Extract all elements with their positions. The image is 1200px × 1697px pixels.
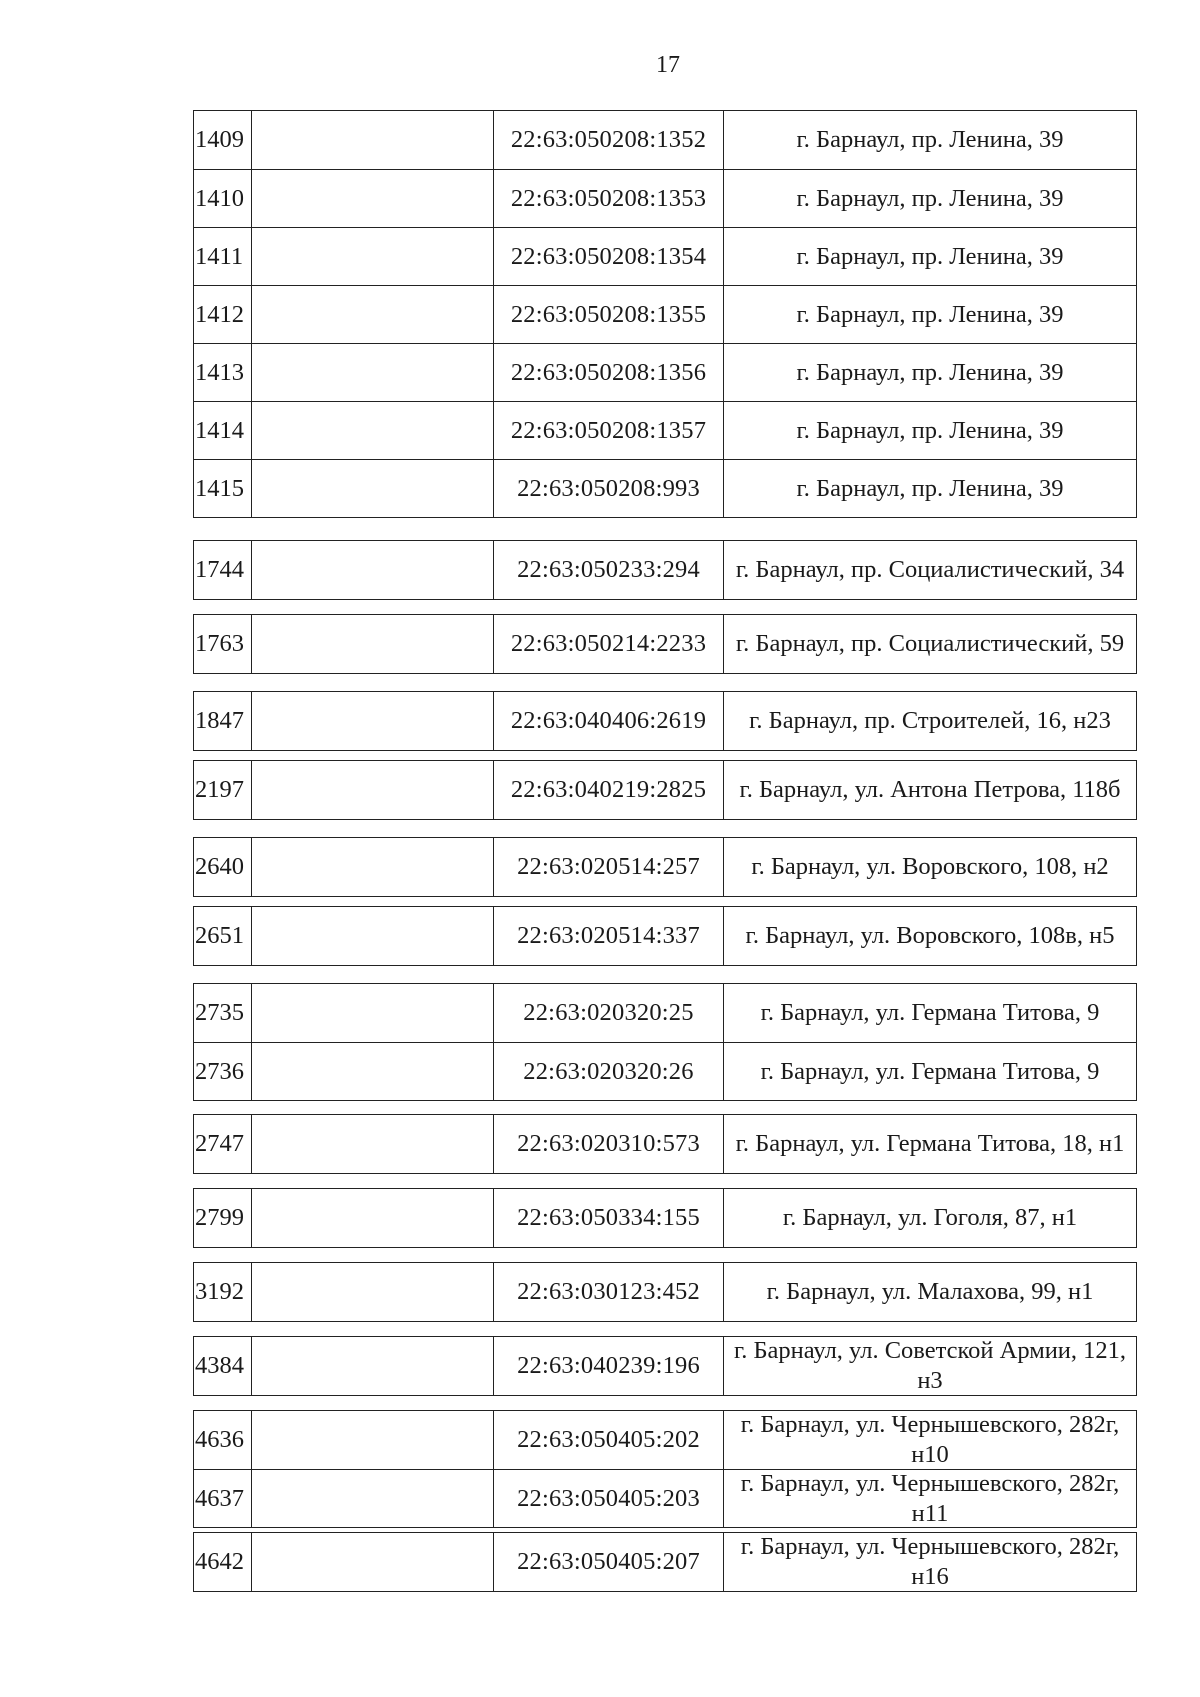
row-number: 1409 <box>194 111 252 169</box>
address-text: г. Барнаул, ул. Германа Титова, 9 <box>760 1057 1100 1085</box>
address-text: г. Барнаул, ул. Советской Армии, 121, н3 <box>733 1337 1127 1394</box>
empty-cell <box>252 1337 494 1395</box>
empty-cell <box>252 1411 494 1469</box>
table-group <box>193 540 1137 600</box>
empty-cell <box>252 1470 494 1527</box>
table-row <box>194 761 1136 819</box>
cadastral-number: 22:63:020514:337 <box>494 907 724 965</box>
empty-cell <box>252 286 494 343</box>
row-number: 1763 <box>194 615 252 673</box>
address <box>724 1189 1136 1247</box>
empty-cell <box>252 1115 494 1173</box>
table-group <box>193 1532 1137 1592</box>
table-row <box>194 1469 1136 1527</box>
row-number: 2799 <box>194 1189 252 1247</box>
address <box>724 615 1136 673</box>
address <box>724 1533 1136 1591</box>
row-number: 1410 <box>194 170 252 227</box>
table-group <box>193 760 1137 820</box>
table-group <box>193 1262 1137 1322</box>
address-text: г. Барнаул, ул. Германа Титова, 18, н1 <box>735 1130 1125 1157</box>
row-number: 1744 <box>194 541 252 599</box>
table-row <box>194 1042 1136 1100</box>
table-row <box>194 459 1136 517</box>
address-text: г. Барнаул, ул. Чернышевского, 282г, н10 <box>740 1411 1120 1468</box>
address <box>724 344 1136 401</box>
empty-cell <box>252 838 494 896</box>
cadastral-number: 22:63:020514:257 <box>494 838 724 896</box>
address-text: г. Барнаул, пр. Ленина, 39 <box>796 416 1064 444</box>
table-row <box>194 692 1136 750</box>
empty-cell <box>252 761 494 819</box>
table-row <box>194 1189 1136 1247</box>
row-number: 2651 <box>194 907 252 965</box>
address <box>724 460 1136 517</box>
table-group <box>193 691 1137 751</box>
cadastral-number: 22:63:050208:1352 <box>494 111 724 169</box>
cadastral-number: 22:63:040406:2619 <box>494 692 724 750</box>
address-text: г. Барнаул, ул. Германа Титова, 9 <box>760 999 1100 1026</box>
row-number: 2735 <box>194 984 252 1042</box>
cadastral-number: 22:63:020320:25 <box>494 984 724 1042</box>
address-text: г. Барнаул, пр. Ленина, 39 <box>796 474 1064 502</box>
address-text: г. Барнаул, пр. Ленина, 39 <box>796 358 1064 386</box>
table-group <box>193 614 1137 674</box>
row-number: 2736 <box>194 1043 252 1100</box>
address-text: г. Барнаул, пр. Социалистический, 59 <box>735 630 1125 657</box>
empty-cell <box>252 1043 494 1100</box>
empty-cell <box>252 111 494 169</box>
row-number: 2640 <box>194 838 252 896</box>
empty-cell <box>252 228 494 285</box>
cadastral-number: 22:63:040239:196 <box>494 1337 724 1395</box>
empty-cell <box>252 615 494 673</box>
empty-cell <box>252 402 494 459</box>
address-text: г. Барнаул, пр. Ленина, 39 <box>796 126 1064 153</box>
empty-cell <box>252 1189 494 1247</box>
address-text: г. Барнаул, ул. Антона Петрова, 118б <box>739 776 1121 803</box>
table-group <box>193 837 1137 897</box>
address <box>724 1115 1136 1173</box>
address <box>724 907 1136 965</box>
address <box>724 1043 1136 1100</box>
empty-cell <box>252 541 494 599</box>
cadastral-number: 22:63:050208:1354 <box>494 228 724 285</box>
table-row <box>194 1115 1136 1173</box>
address-text: г. Барнаул, ул. Гоголя, 87, н1 <box>782 1204 1078 1231</box>
cadastral-number: 22:63:050405:202 <box>494 1411 724 1469</box>
address <box>724 111 1136 169</box>
empty-cell <box>252 170 494 227</box>
cadastral-number: 22:63:050208:1356 <box>494 344 724 401</box>
address <box>724 228 1136 285</box>
table-row <box>194 541 1136 599</box>
address <box>724 170 1136 227</box>
table-row <box>194 227 1136 285</box>
table-group <box>193 983 1137 1101</box>
row-number: 4636 <box>194 1411 252 1469</box>
table-row <box>194 984 1136 1042</box>
row-number: 2197 <box>194 761 252 819</box>
empty-cell <box>252 460 494 517</box>
row-number: 4384 <box>194 1337 252 1395</box>
address-text: г. Барнаул, пр. Социалистический, 34 <box>735 556 1125 583</box>
table-group <box>193 1336 1137 1396</box>
table-row <box>194 907 1136 965</box>
address-text: г. Барнаул, пр. Ленина, 39 <box>796 242 1064 270</box>
cadastral-number: 22:63:030123:452 <box>494 1263 724 1321</box>
empty-cell <box>252 907 494 965</box>
address-text: г. Барнаул, ул. Чернышевского, 282г, н16 <box>740 1533 1120 1590</box>
page-number: 17 <box>656 52 680 78</box>
address <box>724 838 1136 896</box>
table-group <box>193 1114 1137 1174</box>
table-row <box>194 1411 1136 1469</box>
table-row <box>194 169 1136 227</box>
address <box>724 692 1136 750</box>
table-group <box>193 906 1137 966</box>
cadastral-number: 22:63:050214:2233 <box>494 615 724 673</box>
address <box>724 761 1136 819</box>
table-row <box>194 838 1136 896</box>
table-row <box>194 615 1136 673</box>
cadastral-number: 22:63:050208:993 <box>494 460 724 517</box>
address <box>724 1411 1136 1469</box>
cadastral-number: 22:63:050405:207 <box>494 1533 724 1591</box>
row-number: 1415 <box>194 460 252 517</box>
table-row <box>194 401 1136 459</box>
address-text: г. Барнаул, пр. Ленина, 39 <box>796 300 1064 328</box>
row-number: 4637 <box>194 1470 252 1527</box>
table-row <box>194 1263 1136 1321</box>
address <box>724 541 1136 599</box>
address-text: г. Барнаул, ул. Воровского, 108, н2 <box>751 853 1109 880</box>
address <box>724 984 1136 1042</box>
cadastral-number: 22:63:050208:1353 <box>494 170 724 227</box>
cadastral-number: 22:63:020320:26 <box>494 1043 724 1100</box>
row-number: 1413 <box>194 344 252 401</box>
cadastral-number: 22:63:050334:155 <box>494 1189 724 1247</box>
address-text: г. Барнаул, ул. Малахова, 99, н1 <box>766 1278 1094 1305</box>
table-group <box>193 110 1137 518</box>
cadastral-number: 22:63:050208:1355 <box>494 286 724 343</box>
empty-cell <box>252 984 494 1042</box>
empty-cell <box>252 1533 494 1591</box>
table-row <box>194 343 1136 401</box>
table-group <box>193 1188 1137 1248</box>
row-number: 1847 <box>194 692 252 750</box>
address-text: г. Барнаул, пр. Ленина, 39 <box>796 184 1064 212</box>
address <box>724 1263 1136 1321</box>
cadastral-number: 22:63:050233:294 <box>494 541 724 599</box>
row-number: 4642 <box>194 1533 252 1591</box>
address <box>724 402 1136 459</box>
address-text: г. Барнаул, пр. Строителей, 16, н23 <box>749 707 1111 734</box>
cadastral-number: 22:63:050208:1357 <box>494 402 724 459</box>
table-row <box>194 1533 1136 1591</box>
address <box>724 286 1136 343</box>
empty-cell <box>252 1263 494 1321</box>
address <box>724 1337 1136 1395</box>
row-number: 1414 <box>194 402 252 459</box>
cadastral-number: 22:63:020310:573 <box>494 1115 724 1173</box>
row-number: 3192 <box>194 1263 252 1321</box>
table-row <box>194 285 1136 343</box>
table-row <box>194 111 1136 169</box>
address-text: г. Барнаул, ул. Чернышевского, 282г, н11 <box>740 1469 1120 1527</box>
address-text: г. Барнаул, ул. Воровского, 108в, н5 <box>745 922 1115 949</box>
row-number: 2747 <box>194 1115 252 1173</box>
table-group <box>193 1410 1137 1528</box>
cadastral-number: 22:63:050405:203 <box>494 1470 724 1527</box>
empty-cell <box>252 344 494 401</box>
empty-cell <box>252 692 494 750</box>
table-row <box>194 1337 1136 1395</box>
row-number: 1412 <box>194 286 252 343</box>
address <box>724 1470 1136 1527</box>
row-number: 1411 <box>194 228 252 285</box>
cadastral-number: 22:63:040219:2825 <box>494 761 724 819</box>
